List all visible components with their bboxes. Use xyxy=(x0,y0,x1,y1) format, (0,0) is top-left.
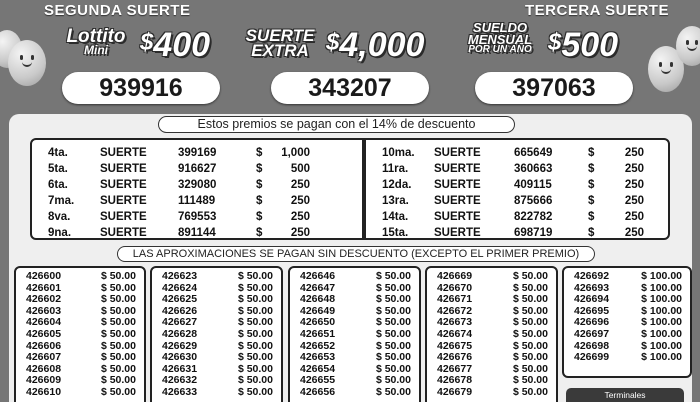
suerte-extra-winner: 343207 xyxy=(271,72,429,104)
prize-row xyxy=(366,209,668,225)
approximation-amount: $ 50.00 xyxy=(375,304,411,317)
approximation-amount: $ 50.00 xyxy=(375,374,411,387)
approximation-number: 426651 xyxy=(300,328,336,340)
header xyxy=(0,0,700,108)
approximation-amount: $ 100.00 xyxy=(641,351,682,364)
approximation-row xyxy=(152,329,281,341)
approximation-number: 426608 xyxy=(26,362,62,375)
prize-row xyxy=(32,225,362,241)
approximation-number: 426650 xyxy=(300,316,336,329)
approximation-amount: $ 50.00 xyxy=(512,328,548,340)
prize-amount: 1,000 xyxy=(281,147,310,159)
prizes-table-left xyxy=(30,138,364,240)
approximations-column xyxy=(425,266,558,402)
approximation-amount: $ 50.00 xyxy=(512,362,548,375)
approximations-column xyxy=(562,266,692,378)
lottito-mini-amount: $400 xyxy=(140,26,211,64)
prize-row xyxy=(366,225,668,241)
prize-currency: $ xyxy=(256,211,263,223)
approximation-number: 426672 xyxy=(437,304,473,317)
approximation-number: 426677 xyxy=(437,362,473,375)
prize-label: SUERTE xyxy=(100,211,147,223)
approximation-number: 426671 xyxy=(437,293,473,306)
approximation-number: 426647 xyxy=(300,281,336,294)
prize-number: 891144 xyxy=(178,227,216,239)
prize-amount: 500 xyxy=(290,163,310,175)
approximation-amount: $ 50.00 xyxy=(375,316,411,329)
approximation-number: 426609 xyxy=(26,374,62,387)
approximation-number: 426649 xyxy=(300,304,336,317)
approximation-amount: $ 50.00 xyxy=(100,351,136,364)
prize-number: 916627 xyxy=(178,163,217,175)
approximation-row xyxy=(427,387,556,399)
prize-label: SUERTE xyxy=(100,227,147,239)
approximation-amount: $ 50.00 xyxy=(237,339,273,352)
prize-currency: $ xyxy=(256,195,263,207)
approximation-amount: $ 50.00 xyxy=(237,304,273,317)
approximation-amount: $ 50.00 xyxy=(375,293,411,306)
prize-label: SUERTE xyxy=(434,195,481,207)
approximation-number: 426692 xyxy=(574,270,610,282)
approximation-number: 426655 xyxy=(300,374,336,387)
approximation-row xyxy=(290,387,419,399)
approximation-amount: $ 50.00 xyxy=(375,351,411,364)
approximation-amount: $ 50.00 xyxy=(375,362,411,375)
prize-currency: $ xyxy=(588,147,595,159)
sueldo-mensual-title: SUELDO MENSUAL POR UN AÑO xyxy=(467,20,533,56)
approximation-amount: $ 50.00 xyxy=(100,374,136,387)
approximation-row xyxy=(564,271,690,283)
approximation-number: 426626 xyxy=(162,304,198,317)
prize-currency: $ xyxy=(256,147,263,159)
prize-place: 15ta. xyxy=(382,227,409,239)
approximation-number: 426695 xyxy=(574,304,610,317)
prize-place: 8va. xyxy=(48,211,71,223)
approximation-number: 426675 xyxy=(437,339,473,352)
prize-place: 10ma. xyxy=(382,147,415,159)
approximation-number: 426673 xyxy=(437,316,473,329)
approximation-row xyxy=(16,387,144,399)
prize-amount: 250 xyxy=(290,211,310,223)
approximations-banner: LAS APROXIMACIONES SE PAGAN SIN DESCUENTO (EXCEPTO EL PRIMER PREMIO) xyxy=(117,246,595,262)
prize-label: SUERTE xyxy=(434,147,481,159)
approximation-amount: $ 50.00 xyxy=(512,293,548,306)
approximation-number: 426629 xyxy=(162,339,198,352)
approximation-number: 426601 xyxy=(26,281,62,294)
approximation-amount: $ 50.00 xyxy=(512,316,548,329)
approximation-amount: $ 50.00 xyxy=(512,304,548,317)
approximation-number: 426624 xyxy=(162,281,198,294)
approximation-row xyxy=(427,271,556,283)
prize-row xyxy=(32,161,362,177)
prize-row xyxy=(32,209,362,225)
prize-place: 6ta. xyxy=(48,179,68,191)
approximation-amount: $ 50.00 xyxy=(512,351,548,364)
prize-label: SUERTE xyxy=(434,227,481,239)
approximation-amount: $ 50.00 xyxy=(512,339,548,352)
prize-number: 111489 xyxy=(178,195,216,207)
prize-number: 769553 xyxy=(178,211,217,223)
approximation-amount: $ 50.00 xyxy=(237,281,273,294)
approximation-number: 426603 xyxy=(26,304,62,317)
approximation-amount: $ 50.00 xyxy=(512,374,548,387)
approximation-number: 426625 xyxy=(162,293,198,306)
approximation-amount: $ 50.00 xyxy=(100,386,136,398)
approximation-number: 426628 xyxy=(162,328,198,340)
prize-row xyxy=(366,193,668,209)
approximation-amount: $ 100.00 xyxy=(641,304,682,317)
approximation-row xyxy=(290,271,419,283)
approximation-amount: $ 50.00 xyxy=(375,270,411,282)
prize-number: 665649 xyxy=(514,147,553,159)
approximation-number: 426676 xyxy=(437,351,473,364)
approximation-number: 426602 xyxy=(26,293,62,306)
approximation-number: 426632 xyxy=(162,374,198,387)
approximation-number: 426646 xyxy=(300,270,336,282)
approximation-number: 426610 xyxy=(26,386,62,398)
segunda-suerte-label: SEGUNDA SUERTE xyxy=(44,2,191,19)
prize-currency: $ xyxy=(588,179,595,191)
approximation-number: 426674 xyxy=(437,328,473,340)
prize-currency: $ xyxy=(256,163,263,175)
sueldo-mensual-amount: $500 xyxy=(548,26,619,64)
approximation-row xyxy=(152,387,281,399)
approximation-number: 426605 xyxy=(26,328,62,340)
prize-amount: 250 xyxy=(624,147,644,159)
approximation-amount: $ 50.00 xyxy=(512,281,548,294)
prize-currency: $ xyxy=(256,179,263,191)
approximation-number: 426669 xyxy=(437,270,473,282)
prize-amount: 250 xyxy=(290,195,310,207)
discount-banner: Estos premios se pagan con el 14% de descuento xyxy=(158,116,515,133)
approximation-row xyxy=(427,329,556,341)
prize-currency: $ xyxy=(588,195,595,207)
prize-place: 9na. xyxy=(48,227,72,239)
approximation-amount: $ 50.00 xyxy=(100,362,136,375)
approximation-number: 426656 xyxy=(300,386,336,398)
approximation-row xyxy=(564,352,690,364)
approximation-amount: $ 50.00 xyxy=(237,386,273,398)
lottito-mini-title: Lottito Mini xyxy=(66,26,126,58)
prize-label: SUERTE xyxy=(100,163,147,175)
prize-label: SUERTE xyxy=(100,147,147,159)
approximation-number: 426633 xyxy=(162,386,198,398)
approximation-number: 426600 xyxy=(26,270,62,282)
approximation-amount: $ 50.00 xyxy=(100,293,136,306)
approximation-number: 426631 xyxy=(162,362,198,375)
prize-amount: 250 xyxy=(290,227,310,239)
prize-amount: 250 xyxy=(624,163,644,175)
prize-number: 399169 xyxy=(178,147,217,159)
approximation-number: 426696 xyxy=(574,316,610,329)
approximation-number: 426606 xyxy=(26,339,62,352)
prize-place: 7ma. xyxy=(48,195,75,207)
approximation-row xyxy=(152,271,281,283)
approximation-amount: $ 50.00 xyxy=(100,328,136,340)
balloon-left-icon xyxy=(8,40,46,86)
prize-number: 329080 xyxy=(178,179,217,191)
prize-place: 13ra. xyxy=(382,195,409,207)
prize-amount: 250 xyxy=(624,227,644,239)
prize-place: 5ta. xyxy=(48,163,68,175)
prize-place: 4ta. xyxy=(48,147,68,159)
approximation-number: 426697 xyxy=(574,328,610,340)
prize-label: SUERTE xyxy=(434,211,481,223)
prize-amount: 250 xyxy=(290,179,310,191)
approximation-number: 426604 xyxy=(26,316,62,329)
approximation-number: 426698 xyxy=(574,339,610,352)
prize-row xyxy=(32,177,362,193)
approximation-amount: $ 50.00 xyxy=(100,304,136,317)
approximation-number: 426653 xyxy=(300,351,336,364)
approximation-amount: $ 50.00 xyxy=(375,328,411,340)
approximation-amount: $ 50.00 xyxy=(237,328,273,340)
prize-amount: 250 xyxy=(624,211,644,223)
approximation-amount: $ 50.00 xyxy=(100,281,136,294)
prize-amount: 250 xyxy=(624,179,644,191)
approximation-row xyxy=(564,329,690,341)
prize-label: SUERTE xyxy=(434,179,481,191)
approximation-amount: $ 50.00 xyxy=(237,374,273,387)
approximation-amount: $ 100.00 xyxy=(641,293,682,306)
prizes-table-right xyxy=(364,138,670,240)
lottito-mini-winner: 939916 xyxy=(62,72,220,104)
approximation-amount: $ 50.00 xyxy=(237,351,273,364)
terminales-label: Terminales xyxy=(566,388,684,402)
balloon-right-back-icon xyxy=(676,26,700,66)
approximation-number: 426670 xyxy=(437,281,473,294)
approximation-number: 426679 xyxy=(437,386,473,398)
sueldo-mensual-winner: 397063 xyxy=(475,72,633,104)
prize-currency: $ xyxy=(256,227,263,239)
approximation-amount: $ 100.00 xyxy=(641,339,682,352)
approximation-number: 426627 xyxy=(162,316,198,329)
approximations-column xyxy=(150,266,283,402)
suerte-extra-amount: $4,000 xyxy=(326,26,425,64)
approximation-amount: $ 50.00 xyxy=(237,316,273,329)
approximations-column xyxy=(288,266,421,402)
approximation-row xyxy=(290,329,419,341)
prize-amount: 250 xyxy=(624,195,644,207)
approximation-amount: $ 50.00 xyxy=(375,339,411,352)
approximation-row xyxy=(16,329,144,341)
approximations-column xyxy=(14,266,146,402)
approximation-amount: $ 50.00 xyxy=(237,293,273,306)
approximation-number: 426607 xyxy=(26,351,62,364)
prize-currency: $ xyxy=(588,163,595,175)
prize-number: 875666 xyxy=(514,195,553,207)
approximation-number: 426652 xyxy=(300,339,336,352)
approximation-number: 426693 xyxy=(574,281,610,294)
approximation-amount: $ 50.00 xyxy=(100,316,136,329)
approximation-number: 426654 xyxy=(300,362,336,375)
prize-label: SUERTE xyxy=(434,163,481,175)
approximation-amount: $ 100.00 xyxy=(641,316,682,329)
approximation-number: 426694 xyxy=(574,293,610,306)
tercera-suerte-label: TERCERA SUERTE xyxy=(525,2,669,19)
prize-label: SUERTE xyxy=(100,179,147,191)
approximation-amount: $ 50.00 xyxy=(512,270,548,282)
prize-number: 822782 xyxy=(514,211,553,223)
approximation-number: 426699 xyxy=(574,351,610,364)
approximation-number: 426648 xyxy=(300,293,336,306)
approximation-amount: $ 100.00 xyxy=(641,328,682,340)
approximation-amount: $ 50.00 xyxy=(237,362,273,375)
approximation-amount: $ 50.00 xyxy=(100,339,136,352)
prize-row xyxy=(32,145,362,161)
prize-row xyxy=(366,145,668,161)
prize-row xyxy=(32,193,362,209)
approximation-number: 426678 xyxy=(437,374,473,387)
approximation-number: 426630 xyxy=(162,351,198,364)
approximation-amount: $ 50.00 xyxy=(100,270,136,282)
approximation-number: 426623 xyxy=(162,270,198,282)
approximation-amount: $ 100.00 xyxy=(641,270,682,282)
approximation-amount: $ 50.00 xyxy=(375,281,411,294)
approximation-amount: $ 100.00 xyxy=(641,281,682,294)
prize-number: 360663 xyxy=(514,163,553,175)
approximation-amount: $ 50.00 xyxy=(237,270,273,282)
approximation-amount: $ 50.00 xyxy=(512,386,548,398)
prize-currency: $ xyxy=(588,211,595,223)
approximation-amount: $ 50.00 xyxy=(375,386,411,398)
prize-label: SUERTE xyxy=(100,195,147,207)
prize-number: 409115 xyxy=(514,179,552,191)
suerte-extra-title: SUERTE EXTRA xyxy=(245,26,315,61)
prize-place: 14ta. xyxy=(382,211,409,223)
approximation-row xyxy=(16,271,144,283)
prize-row xyxy=(366,161,668,177)
prize-place: 11ra. xyxy=(382,163,409,175)
prize-place: 12da. xyxy=(382,179,412,191)
prize-number: 698719 xyxy=(514,227,553,239)
prize-row xyxy=(366,177,668,193)
prize-currency: $ xyxy=(588,227,595,239)
